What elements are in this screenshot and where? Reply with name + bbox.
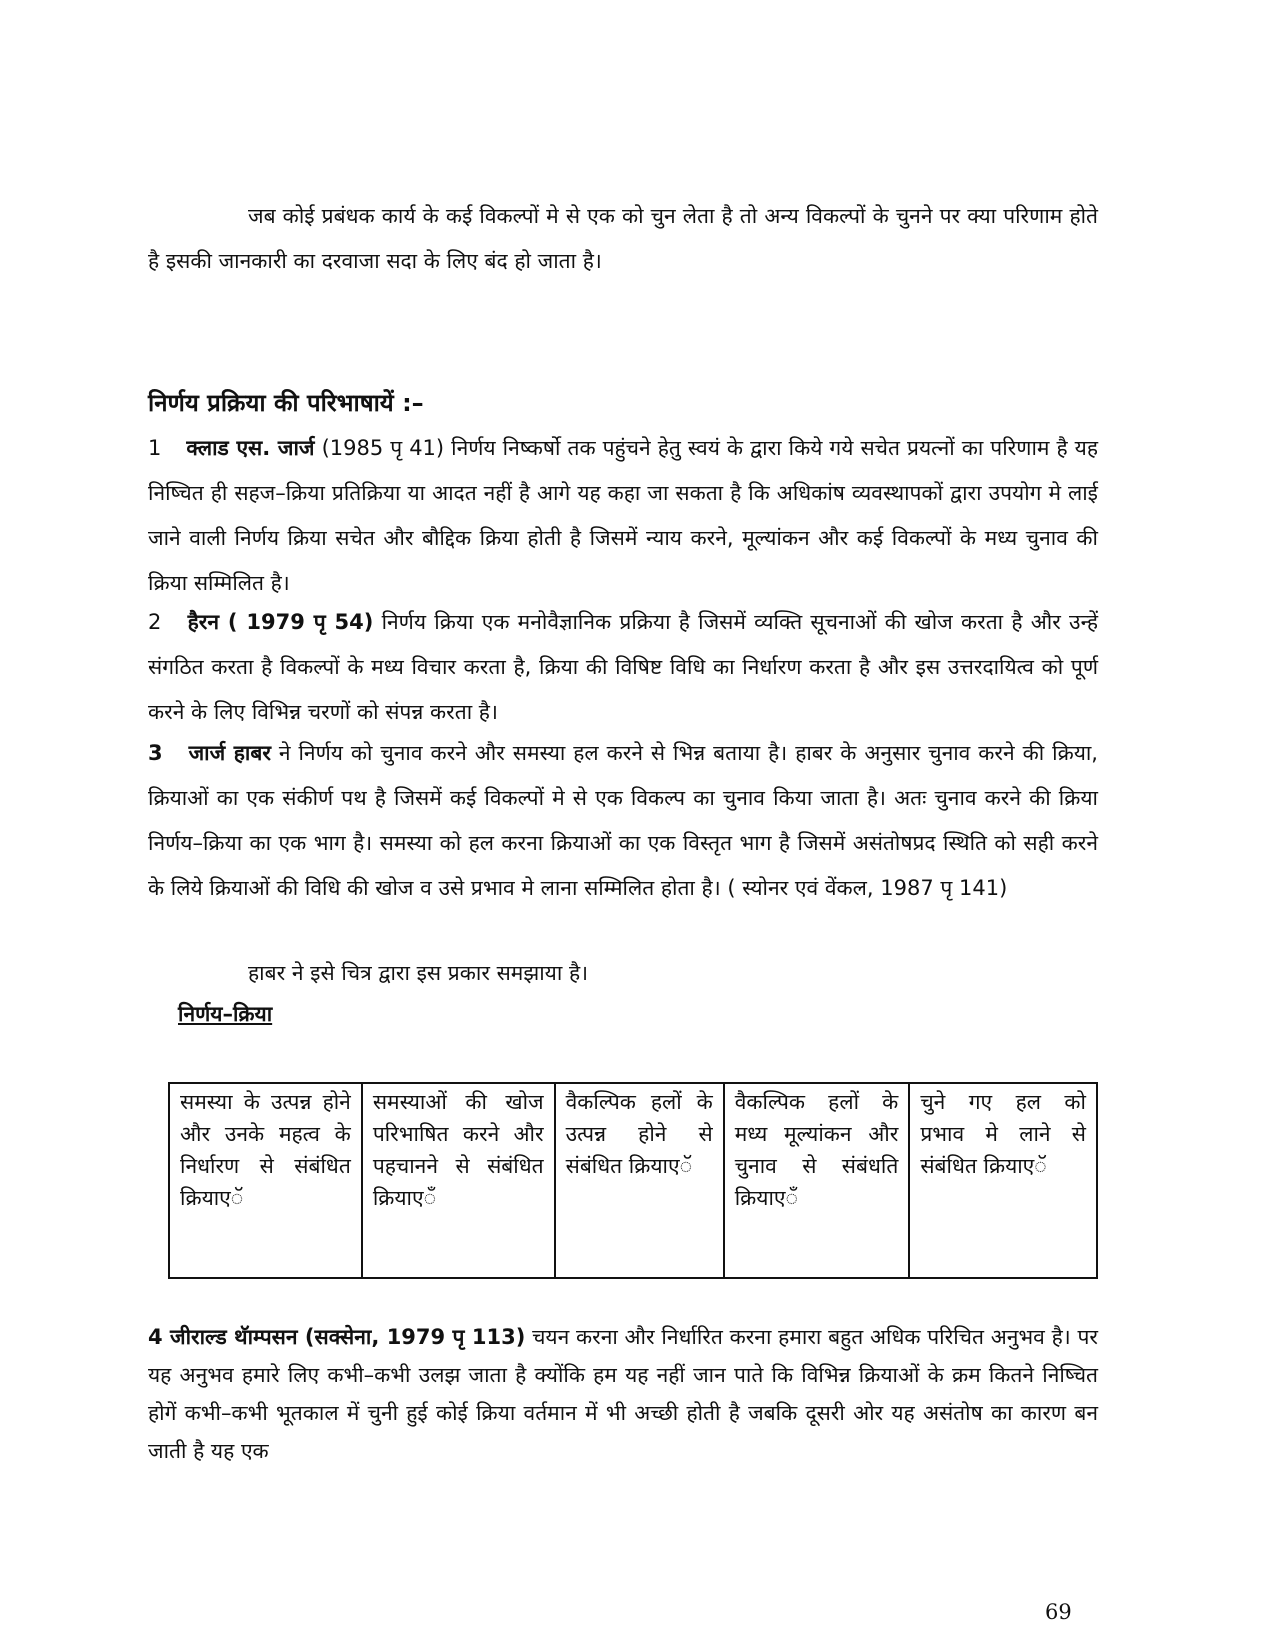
definition-2-text: निर्णय क्रिया एक मनोवैज्ञानिक प्रक्रिया है जिसमें व्यक्ति सूचनाओं की खोज करता है और उन्हें संगठित करता है विकल्पों के मध्य विचार करता है, क्रिया की विषिष्ट विधि का निर्धारण करता है और इस उत्तरदायित्व को पूर्ण करने के लिए विभिन्न चरणों को संपन्न करता है। [148, 610, 1098, 724]
intro-paragraph: जब कोई प्रबंधक कार्य के कई विकल्पों मे से एक को चुन लेता है तो अन्य विकल्पों के चुनने पर क्या परिणाम होते है इसकी जानकारी का दरवाजा सदा के लिए बंद हो जाता है। [148, 204, 1098, 273]
decision-process-table [168, 1082, 1098, 1279]
definition-3 [148, 731, 1098, 911]
definition-3-text: ने निर्णय को चुनाव करने और समस्या हल करने से भिन्न बताया है। हाबर के अनुसार चुनाव करने की क्रिया, क्रियाओं का एक संकीर्ण पथ है जिसमें कई विकल्पों मे से एक विकल्प का चुनाव किया जाता है। अतः चुनाव करने की क्रिया निर्णय–क्रिया का एक भाग है। समस्या को हल करना क्रियाओं का एक विस्तृत भाग है जिसमें असंतोषप्रद स्थिति को सही करने के लिये क्रियाओं की विधि की खोज व उसे प्रभाव मे लाना सम्मिलित होता है। ( स्योनर एवं वेंकल, 1987 पृ 141) [148, 741, 1098, 900]
definition-2-number: 2 [148, 610, 162, 634]
table-cell-1: समस्या के उत्पन्न होने और उनके महत्व के निर्धारण से संबंधित क्रियाएॅ [169, 1083, 362, 1278]
page-number: 69 [1045, 1600, 1072, 1624]
table-row [169, 1083, 1097, 1278]
definition-2-author: हैरन ( 1979 पृ 54) [187, 610, 374, 634]
definition-4-text: चयन करना और निर्धारित करना हमारा बहुत अधिक परिचित अनुभव है। पर यह अनुभव हमारे लिए कभी–कभी उलझ जाता है क्योंकि हम यह नहीं जान पाते कि विभिन्न क्रियाओं के क्रम कितने निष्चित होगें कभी–कभी भूतकाल में चुनी हुई कोई क्रिया वर्तमान में भी अच्छी होती है जबकि दूसरी ओर यह असंतोष का कारण बन जाती है यह एक [148, 1325, 1098, 1463]
definition-1-number: 1 [148, 436, 162, 460]
definition-1-author: क्लाड एस. जार्ज [186, 436, 315, 460]
definition-3-author: जार्ज हाबर [188, 741, 271, 765]
definition-4 [148, 1318, 1098, 1470]
table-cell-5: चुने गए हल को प्रभाव मे लाने से संबंधित क्रियाएॅ [909, 1083, 1097, 1278]
section-heading: निर्णय प्रक्रिया की परिभाषायें :– [148, 389, 424, 417]
definition-4-lead: 4 जीराल्ड थॅाम्पसन (सक्सेना, 1979 पृ 113) [148, 1325, 526, 1349]
definition-1 [148, 426, 1098, 606]
definition-1-text: निर्णय निष्कर्षो तक पहुंचने हेतु स्वयं के द्वारा किये गये सचेत प्रयत्नों का परिणाम है यह निष्चित ही सहज–क्रिया प्रतिक्रिया या आदत नहीं है आगे यह कहा जा सकता है कि अधिकांष व्यवस्थापकों द्वारा उपयोग मे लाई जाने वाली निर्णय क्रिया सचेत और बौद्दिक क्रिया होती है जिसमें न्याय करने, मूल्यांकन और कई विकल्पों के मध्य चुनाव की क्रिया सम्मिलित है। [148, 436, 1098, 595]
table-cell-2: समस्याओं की खोज परिभाषित करने और पहचानने से संबंधित क्रियाएॅं [362, 1083, 555, 1278]
definition-2 [148, 600, 1098, 735]
figure-intro: हाबर ने इसे चित्र द्वारा इस प्रकार समझाया है। [248, 961, 589, 985]
table-cell-4: वैकल्पिक हलों के मध्य मूल्यांकन और चुनाव से संबंधति क्रियाएॅं [724, 1083, 910, 1278]
table-cell-3: वैकल्पिक हलों के उत्पन्न होने से संबंधित क्रियाएॅ [555, 1083, 724, 1278]
definition-1-ref: (1985 पृ 41) [321, 436, 445, 460]
table-caption: निर्णय–क्रिया [178, 1002, 273, 1026]
definition-3-number: 3 [148, 741, 163, 765]
